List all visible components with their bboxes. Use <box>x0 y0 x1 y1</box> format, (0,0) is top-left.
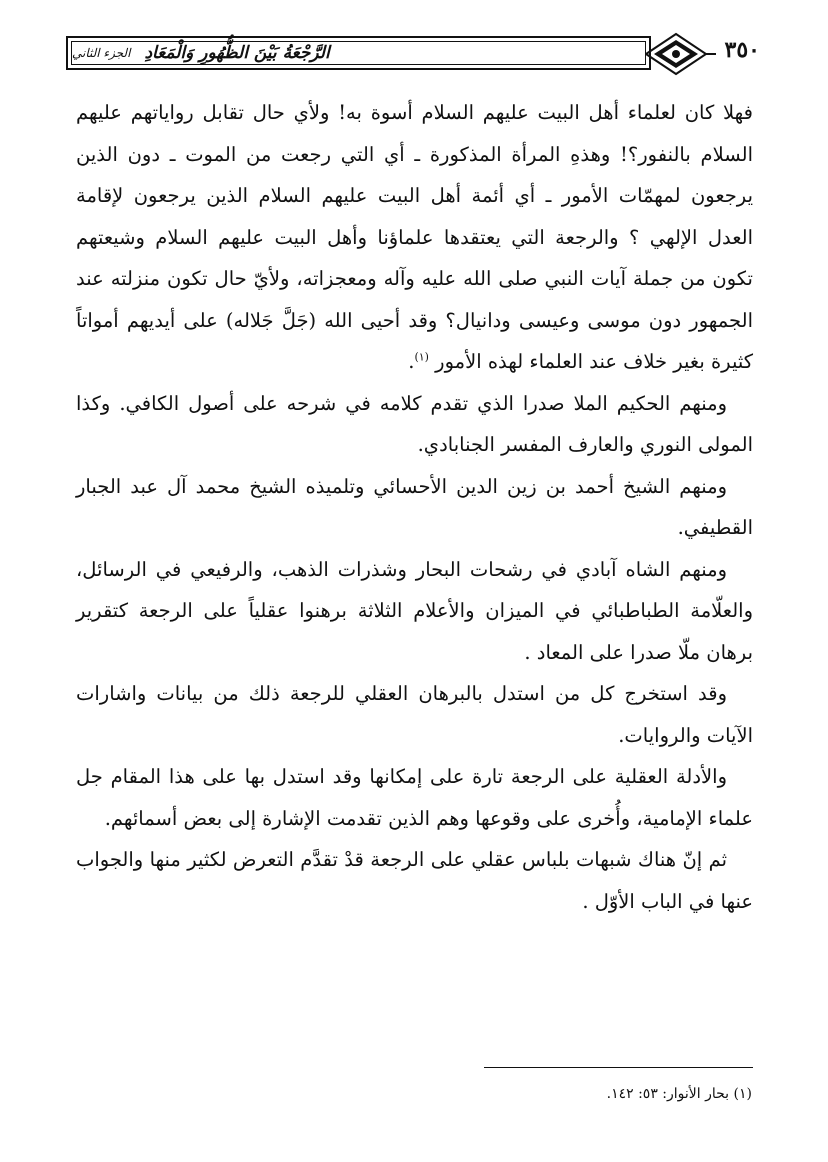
page-number: ٣٥٠ <box>724 37 760 63</box>
page-header <box>66 32 764 77</box>
body-text <box>76 92 753 922</box>
paragraph: والأدلة العقلية على الرجعة تارة على إمكانها وقد استدل بها على هذا المقام جل علماء الإمامية، وأُخرى على وقوعها وهم الذين تقدمت الإشارة إلى بعض أسمائهم. <box>76 765 753 830</box>
footnote-reference: (١) <box>414 350 429 364</box>
running-title-frame <box>71 41 646 65</box>
paragraph: ومنهم الشاه آبادي في رشحات البحار وشذرات الذهب، والرفيعي في الرسائل، والعلّامة الطباطبائي في الميزان والأعلام الثلاثة برهنوا عقلياً على الرجعة كتقرير برهان ملّا صدرا على المعاد . <box>76 557 753 664</box>
volume-label: الجزء الثاني <box>72 46 131 60</box>
header-ornament-icon <box>646 32 716 77</box>
running-title-banner <box>66 36 651 70</box>
footnote-separator <box>484 1067 753 1068</box>
paragraph: ثم إنّ هناك شبهات بلباس عقلي على الرجعة قدْ تقدَّم التعرض لكثير منها والجواب عنها في الباب الأوّل . <box>76 848 753 913</box>
footnote: (١) بحار الأنوار: ٥٣: ١٤٢. <box>606 1086 752 1102</box>
paragraph: ومنهم الحكيم الملا صدرا الذي تقدم كلامه في شرحه على أصول الكافي. وكذا المولى النوري والعارف المفسر الجنابادي. <box>76 391 753 456</box>
running-title: الرَّجْعَةُ بَيْنَ الظُّهُورِ وَالْمَعَادِ <box>144 43 330 63</box>
paragraph: فهلا كان لعلماء أهل البيت عليهم السلام أسوة به! ولأي حال تقابل رواياتهم عليهم السلام بالنفور؟! وهذهِ المرأة المذكورة ـ أي التي رجعت من الموت ـ دون الذين يرجعون لمهمّات الأمور ـ أي أئمة أهل البيت عليهم السلام الذين يرجعون لإقامة العدل الإلهي ؟ والرجعة التي يعتقدها علماؤنا وأهل البيت عليهم السلام وشيعتهم تكون من جملة آيات النبي صلى الله عليه وآله ومعجزاته، ولأيّ حال تكون منزلته عند الجمهور دون موسى وعيسى ودانيال؟ وقد أحيى الله (جَلَّ جَلاله) على أيديهم أمواتاً كثيرة بغير خلاف عند العلماء لهذه الأمور $^{(١)}$. <box>76 101 753 373</box>
paragraph: ومنهم الشيخ أحمد بن زين الدين الأحسائي وتلميذه الشيخ محمد آل عبد الجبار القطيفي. <box>76 474 753 539</box>
paragraph: وقد استخرج كل من استدل بالبرهان العقلي للرجعة ذلك من بيانات واشارات الآيات والروايات. <box>76 682 753 747</box>
